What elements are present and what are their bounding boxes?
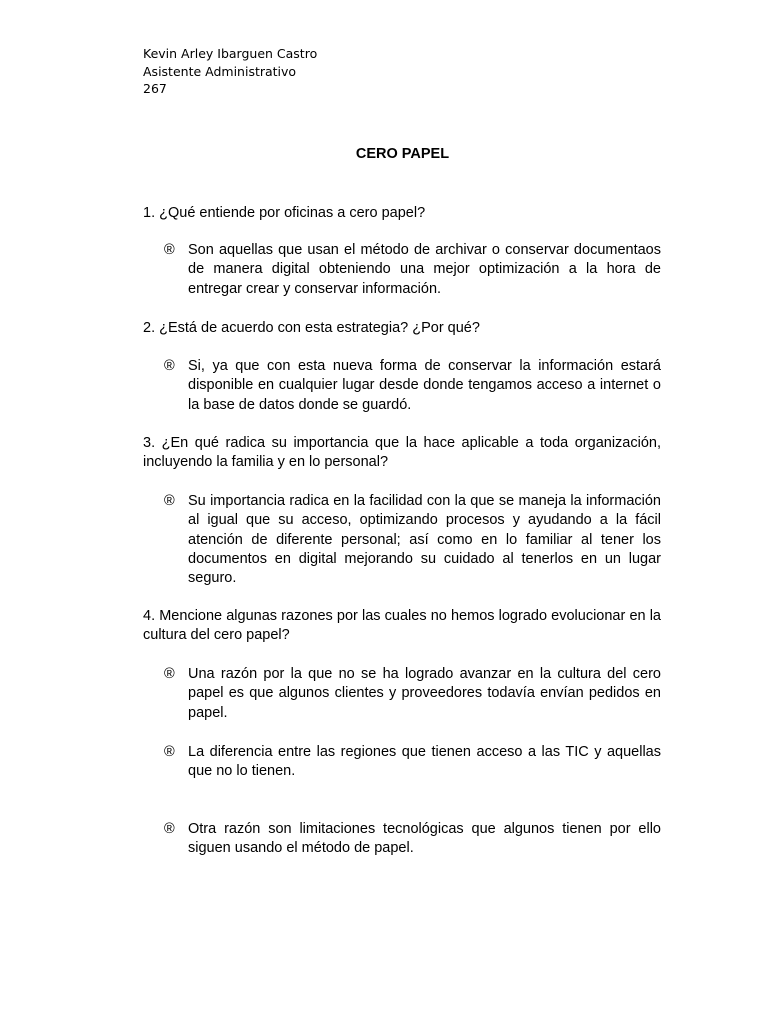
bullet-marker: ® — [164, 744, 175, 760]
question-4: 4. Mencione algunas razones por las cuales no hemos logrado evolucionar en la cultura del cero papel? — [143, 608, 661, 644]
author-name: Kevin Arley Ibarguen Castro — [143, 46, 318, 61]
answer-text: Una razón por la que no se ha logrado avanzar en la cultura del cero papel es que algunos clientes y proveedores todavía envían pedidos en papel. — [188, 666, 661, 721]
author-header — [143, 45, 317, 98]
question-1: 1. ¿Qué entiende por oficinas a cero papel? — [143, 205, 426, 221]
answer-4-2 — [164, 743, 661, 782]
bullet-marker: ® — [164, 242, 175, 258]
author-number: 267 — [143, 81, 167, 96]
author-role: Asistente Administrativo — [143, 63, 297, 79]
bullet-marker: ® — [164, 666, 175, 682]
answer-text: La diferencia entre las regiones que tienen acceso a las TIC y aquellas que no lo tienen. — [188, 744, 661, 780]
answer-text: Son aquellas que usan el método de archivar o conservar documentaos de manera digital obteniendo una mejor optimización a la hora de entregar crear y conservar información. — [188, 242, 661, 297]
bullet-marker: ® — [164, 358, 175, 374]
answer-text: Su importancia radica en la facilidad con la que se maneja la información al igual que su acceso, optimizando procesos y ayudando a la fácil atención de diferente personal; así como en lo familiar al tener los documentos en digital mejorando su cuidado al tenerlos en un lugar seguro. — [188, 493, 661, 587]
question-2: 2. ¿Está de acuerdo con esta estrategia? ¿Por qué? — [143, 320, 480, 336]
answer-1-1 — [164, 241, 661, 299]
document-title: CERO PAPEL — [355, 146, 450, 162]
answer-3-1 — [164, 492, 661, 588]
bullet-marker: ® — [164, 821, 175, 837]
bullet-marker: ® — [164, 493, 175, 509]
answer-text: Otra razón son limitaciones tecnológicas que algunos tienen por ello siguen usando el método de papel. — [188, 821, 661, 857]
question-3: 3. ¿En qué radica su importancia que la hace aplicable a toda organización, incluyendo la familia y en lo personal? — [143, 435, 661, 471]
answer-4-3 — [164, 820, 661, 859]
answer-4-1 — [164, 665, 661, 723]
answer-text: Si, ya que con esta nueva forma de conservar la información estará disponible en cualquier lugar desde donde tengamos acceso a internet o la base de datos donde se guardó. — [188, 358, 661, 413]
answer-2-1 — [164, 357, 661, 415]
